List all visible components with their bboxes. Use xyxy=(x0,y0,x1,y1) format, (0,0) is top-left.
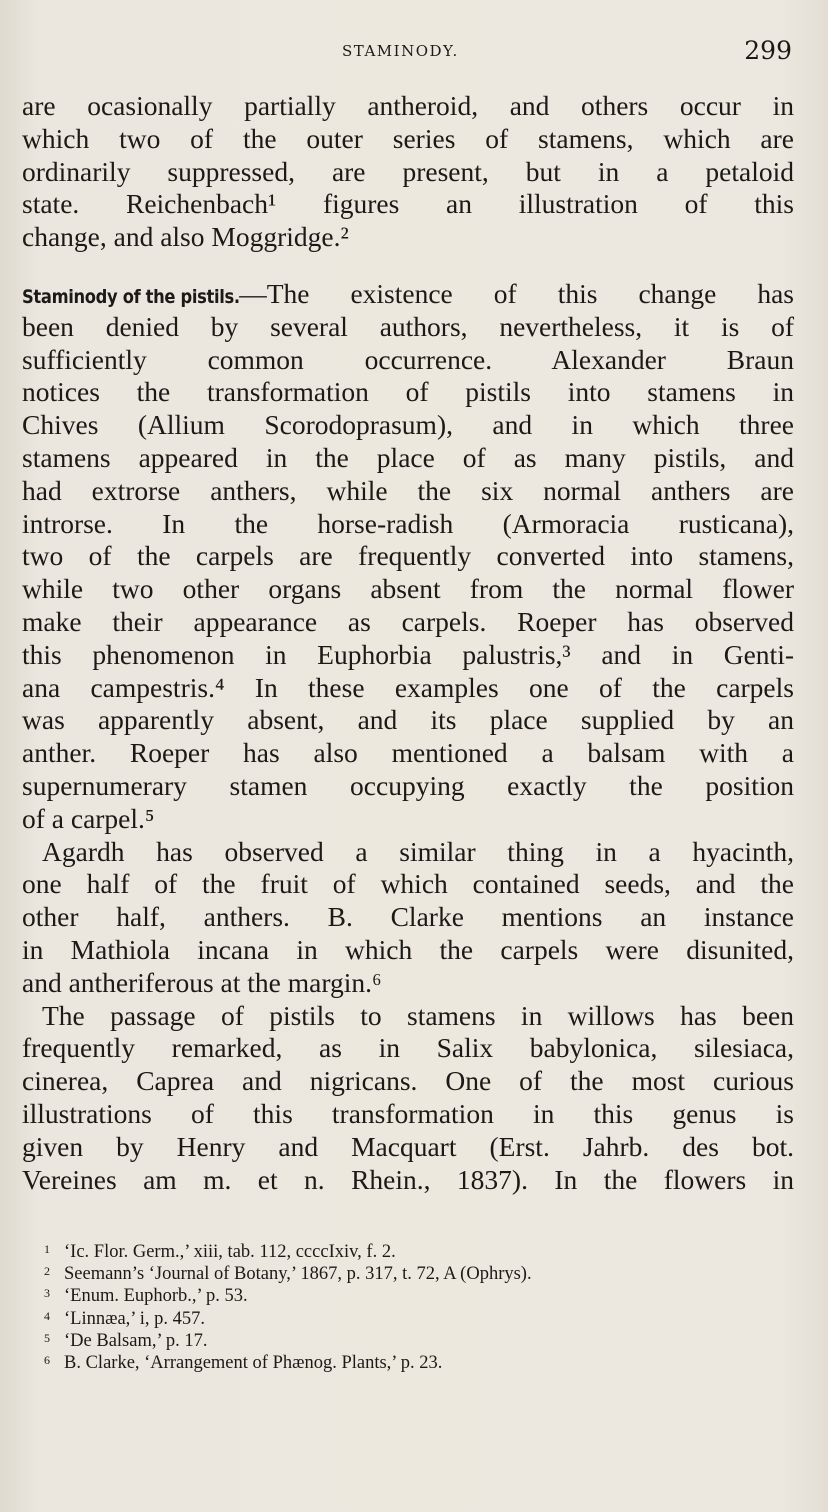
text-line: sufficiently common occurrence. Alexander Braun xyxy=(22,343,794,375)
footnote-text: ‘Enum. Euphorb.,’ p. 53. xyxy=(64,1286,248,1307)
footnote-number: 1 xyxy=(44,1242,50,1256)
text-line: of a carpel.⁵ xyxy=(22,802,155,834)
footnote xyxy=(44,1327,794,1349)
text-line: other half, anthers. B. Clarke mentions an instance xyxy=(22,901,794,933)
footnote-number: 4 xyxy=(44,1308,50,1323)
text-line: illustrations of this transformation in this genus is xyxy=(22,1097,794,1129)
text-line: ana campestris.⁴ In these examples one of the carpels xyxy=(22,671,794,703)
body-text xyxy=(22,90,794,1196)
text-line: while two other organs absent from the normal flower xyxy=(22,573,794,605)
text-line: stamens appeared in the place of as many pistils, and xyxy=(22,441,794,473)
footnote xyxy=(44,1349,794,1371)
text-line: ordinarily suppressed, are present, but in a petaloid xyxy=(22,155,794,187)
text-line: given by Henry and Macquart (Erst. Jahrb. des bot. xyxy=(22,1130,794,1162)
footnote-text: B. Clarke, ‘Arrangement of Phænog. Plants,’ p. 23. xyxy=(64,1352,443,1373)
footnote-number: 2 xyxy=(44,1264,50,1279)
text-line: was apparently absent, and its place supplied by an xyxy=(22,704,794,736)
text-line: The passage of pistils to stamens in willows has been xyxy=(42,999,794,1031)
text-line: Agardh has observed a similar thing in a hyacinth, xyxy=(42,835,794,867)
text-line: cinerea, Caprea and nigricans. One of the most curious xyxy=(22,1065,794,1097)
text-line: supernumerary stamen occupying exactly the position xyxy=(22,769,794,801)
footnote-number: 6 xyxy=(44,1352,50,1367)
text-line: two of the carpels are frequently converted into stamens, xyxy=(22,540,794,572)
text-line: had extrorse anthers, while the six normal anthers are xyxy=(22,474,794,506)
text-line xyxy=(22,278,794,311)
text-line: anther. Roeper has also mentioned a balsam with a xyxy=(22,737,794,769)
footnote-number: 3 xyxy=(44,1286,50,1301)
heading-continuation: —The existence of this change has xyxy=(239,277,794,309)
text-line: in Mathiola incana in which the carpels were disunited, xyxy=(22,933,794,965)
footnote xyxy=(44,1238,794,1260)
footnote-text: ‘Ic. Flor. Germ.,’ xiii, tab. 112, ccccIxiv, f. 2. xyxy=(64,1242,396,1262)
text-line: change, and also Moggridge.² xyxy=(22,221,349,253)
footnote-text: ‘De Balsam,’ p. 17. xyxy=(64,1330,208,1351)
text-line: Vereines am m. et n. Rhein., 1837). In the flowers in xyxy=(22,1163,794,1195)
text-line: state. Reichenbach¹ figures an illustration of this xyxy=(22,188,794,220)
text-line: frequently remarked, as in Salix babylonica, silesiaca, xyxy=(22,1032,794,1064)
footnote xyxy=(44,1282,794,1307)
text-line: notices the transformation of pistils into stamens in xyxy=(22,376,794,408)
text-line: Chives (Allium Scorodoprasum), and in which three xyxy=(22,409,794,441)
text-line: which two of the outer series of stamens, which are xyxy=(22,122,794,154)
text-line: one half of the fruit of which contained seeds, and the xyxy=(22,868,794,900)
text-line: are ocasionally partially antheroid, and others occur in xyxy=(22,90,794,121)
text-line: and antheriferous at the margin.⁶ xyxy=(22,966,382,998)
footnote-text: Seemann’s ‘Journal of Botany,’ 1867, p. 317, t. 72, A (Ophrys). xyxy=(64,1264,532,1285)
footnote-text: ‘Linnæa,’ i, p. 457. xyxy=(64,1308,205,1329)
footnote-number: 5 xyxy=(44,1330,50,1345)
text-line: been denied by several authors, nevertheless, it is of xyxy=(22,310,794,342)
footnote xyxy=(44,1260,794,1285)
text-line: introrse. In the horse-radish (Armoracia rusticana), xyxy=(22,507,794,539)
text-line: make their appearance as carpels. Roeper has observed xyxy=(22,605,794,637)
footnotes xyxy=(44,1238,794,1371)
text-line: this phenomenon in Euphorbia palustris,³ and in Genti- xyxy=(22,638,794,670)
page-header xyxy=(22,36,792,70)
page-number: 299 xyxy=(744,36,792,65)
footnote xyxy=(44,1305,794,1327)
running-head: STAMINODY. xyxy=(342,42,459,60)
section-heading: Staminody of the pistils. xyxy=(22,285,240,308)
paragraph-gap xyxy=(22,254,794,278)
